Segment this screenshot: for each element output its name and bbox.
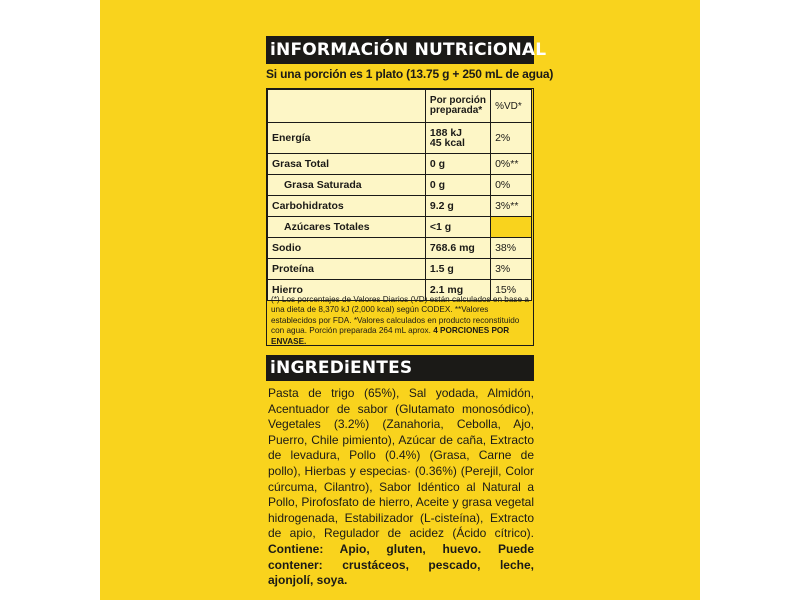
energy-kj: 188 kJ xyxy=(429,127,463,139)
nutrient-name: Hierro xyxy=(268,280,426,301)
nutrient-dv: 3% xyxy=(491,259,532,280)
nutrient-value: 9.2 g xyxy=(425,196,490,217)
table-row xyxy=(268,175,532,196)
nutrition-facts-box xyxy=(266,88,534,346)
nutrient-name: Grasa Total xyxy=(268,154,426,175)
table-row xyxy=(268,259,532,280)
nutrient-dv: 0%** xyxy=(491,154,532,175)
energy-kcal: 45 kcal xyxy=(429,137,465,149)
nutrient-value: 2.1 mg xyxy=(425,280,490,301)
serving-size: Si una porción es 1 plato (13.75 g + 250 mL de agua) xyxy=(266,67,554,81)
nutrient-dv: 38% xyxy=(491,238,532,259)
nutrient-dv: 15% xyxy=(491,280,532,301)
nutrition-table xyxy=(267,89,532,301)
nutrient-value: 768.6 mg xyxy=(425,238,490,259)
nutrient-dv: 3%** xyxy=(491,196,532,217)
header-per-serving-line1: Por porción xyxy=(429,95,487,106)
nutrient-dv: 2% xyxy=(491,123,532,154)
ingredients-text: Pasta de trigo (65%), Sal yodada, Almidón, Acentuador de sabor (Glutamato monosódico), Vegetales (3.2%) (Zanahoria, Cebolla, Ajo, Puerro, Chile pimiento), Azúcar de caña, Extracto de levadura, Pollo (0.4%) (Grasa, Carne de pollo), Hierbas y especias· (0.36%) (Perejil, Color cúrcuma, Cilantro), Sabor Idéntico al Natural a Pollo, Pirofosfato de hierro, Aceite y grasa vegetal hidrogenada, Estabilizador (L-cisteína), Extracto de apio, Regulador de acidez (Ácido cítrico). xyxy=(268,386,534,541)
nutrient-name: Proteína xyxy=(268,259,426,280)
nutrient-value: 0 g xyxy=(425,175,490,196)
allergen-statement: Contiene: Apio, gluten, huevo. Puede contener: crustáceos, pescado, leche, ajonjolí, soya. xyxy=(268,541,534,588)
nutrient-name: Azúcares Totales xyxy=(268,217,426,238)
nutrient-value: 0 g xyxy=(425,154,490,175)
table-row xyxy=(268,196,532,217)
nutrient-value: <1 g xyxy=(425,217,490,238)
header-per-serving xyxy=(425,90,490,123)
nutrient-name: Grasa Saturada xyxy=(268,175,426,196)
table-row xyxy=(268,123,532,154)
nutrient-dv: 0% xyxy=(491,175,532,196)
table-row xyxy=(268,238,532,259)
nutrient-dv xyxy=(491,217,532,238)
table-row xyxy=(268,154,532,175)
ingredients-title: iNGREDiENTES xyxy=(266,355,534,381)
nutrient-name: Sodio xyxy=(268,238,426,259)
nutrient-value xyxy=(425,123,490,154)
table-header-row xyxy=(268,90,532,123)
nutrition-title: iNFORMACiÓN NUTRiCiONAL xyxy=(266,36,534,64)
nutrient-name: Energía xyxy=(268,123,426,154)
nutrient-value: 1.5 g xyxy=(425,259,490,280)
ingredients-list xyxy=(268,386,534,589)
nutrient-name: Carbohidratos xyxy=(268,196,426,217)
header-per-serving-line2: preparada* xyxy=(429,105,483,116)
footnote-text: (*) Los porcentajes de Valores Diarios (VD) están calculados en base a una dieta de 8,370 kJ (2,000 kcal) según CODEX. **Valores establecidos por FDA. *Valores calculados en producto reconstituido con agua. Porción preparada 264 mL aprox. xyxy=(271,295,529,336)
nutrition-footnote xyxy=(271,295,529,347)
header-blank-cell xyxy=(268,90,426,123)
servings-per-container: 4 PORCIONES POR ENVASE. xyxy=(271,326,510,346)
table-row xyxy=(268,217,532,238)
header-dv: %VD* xyxy=(491,90,532,123)
